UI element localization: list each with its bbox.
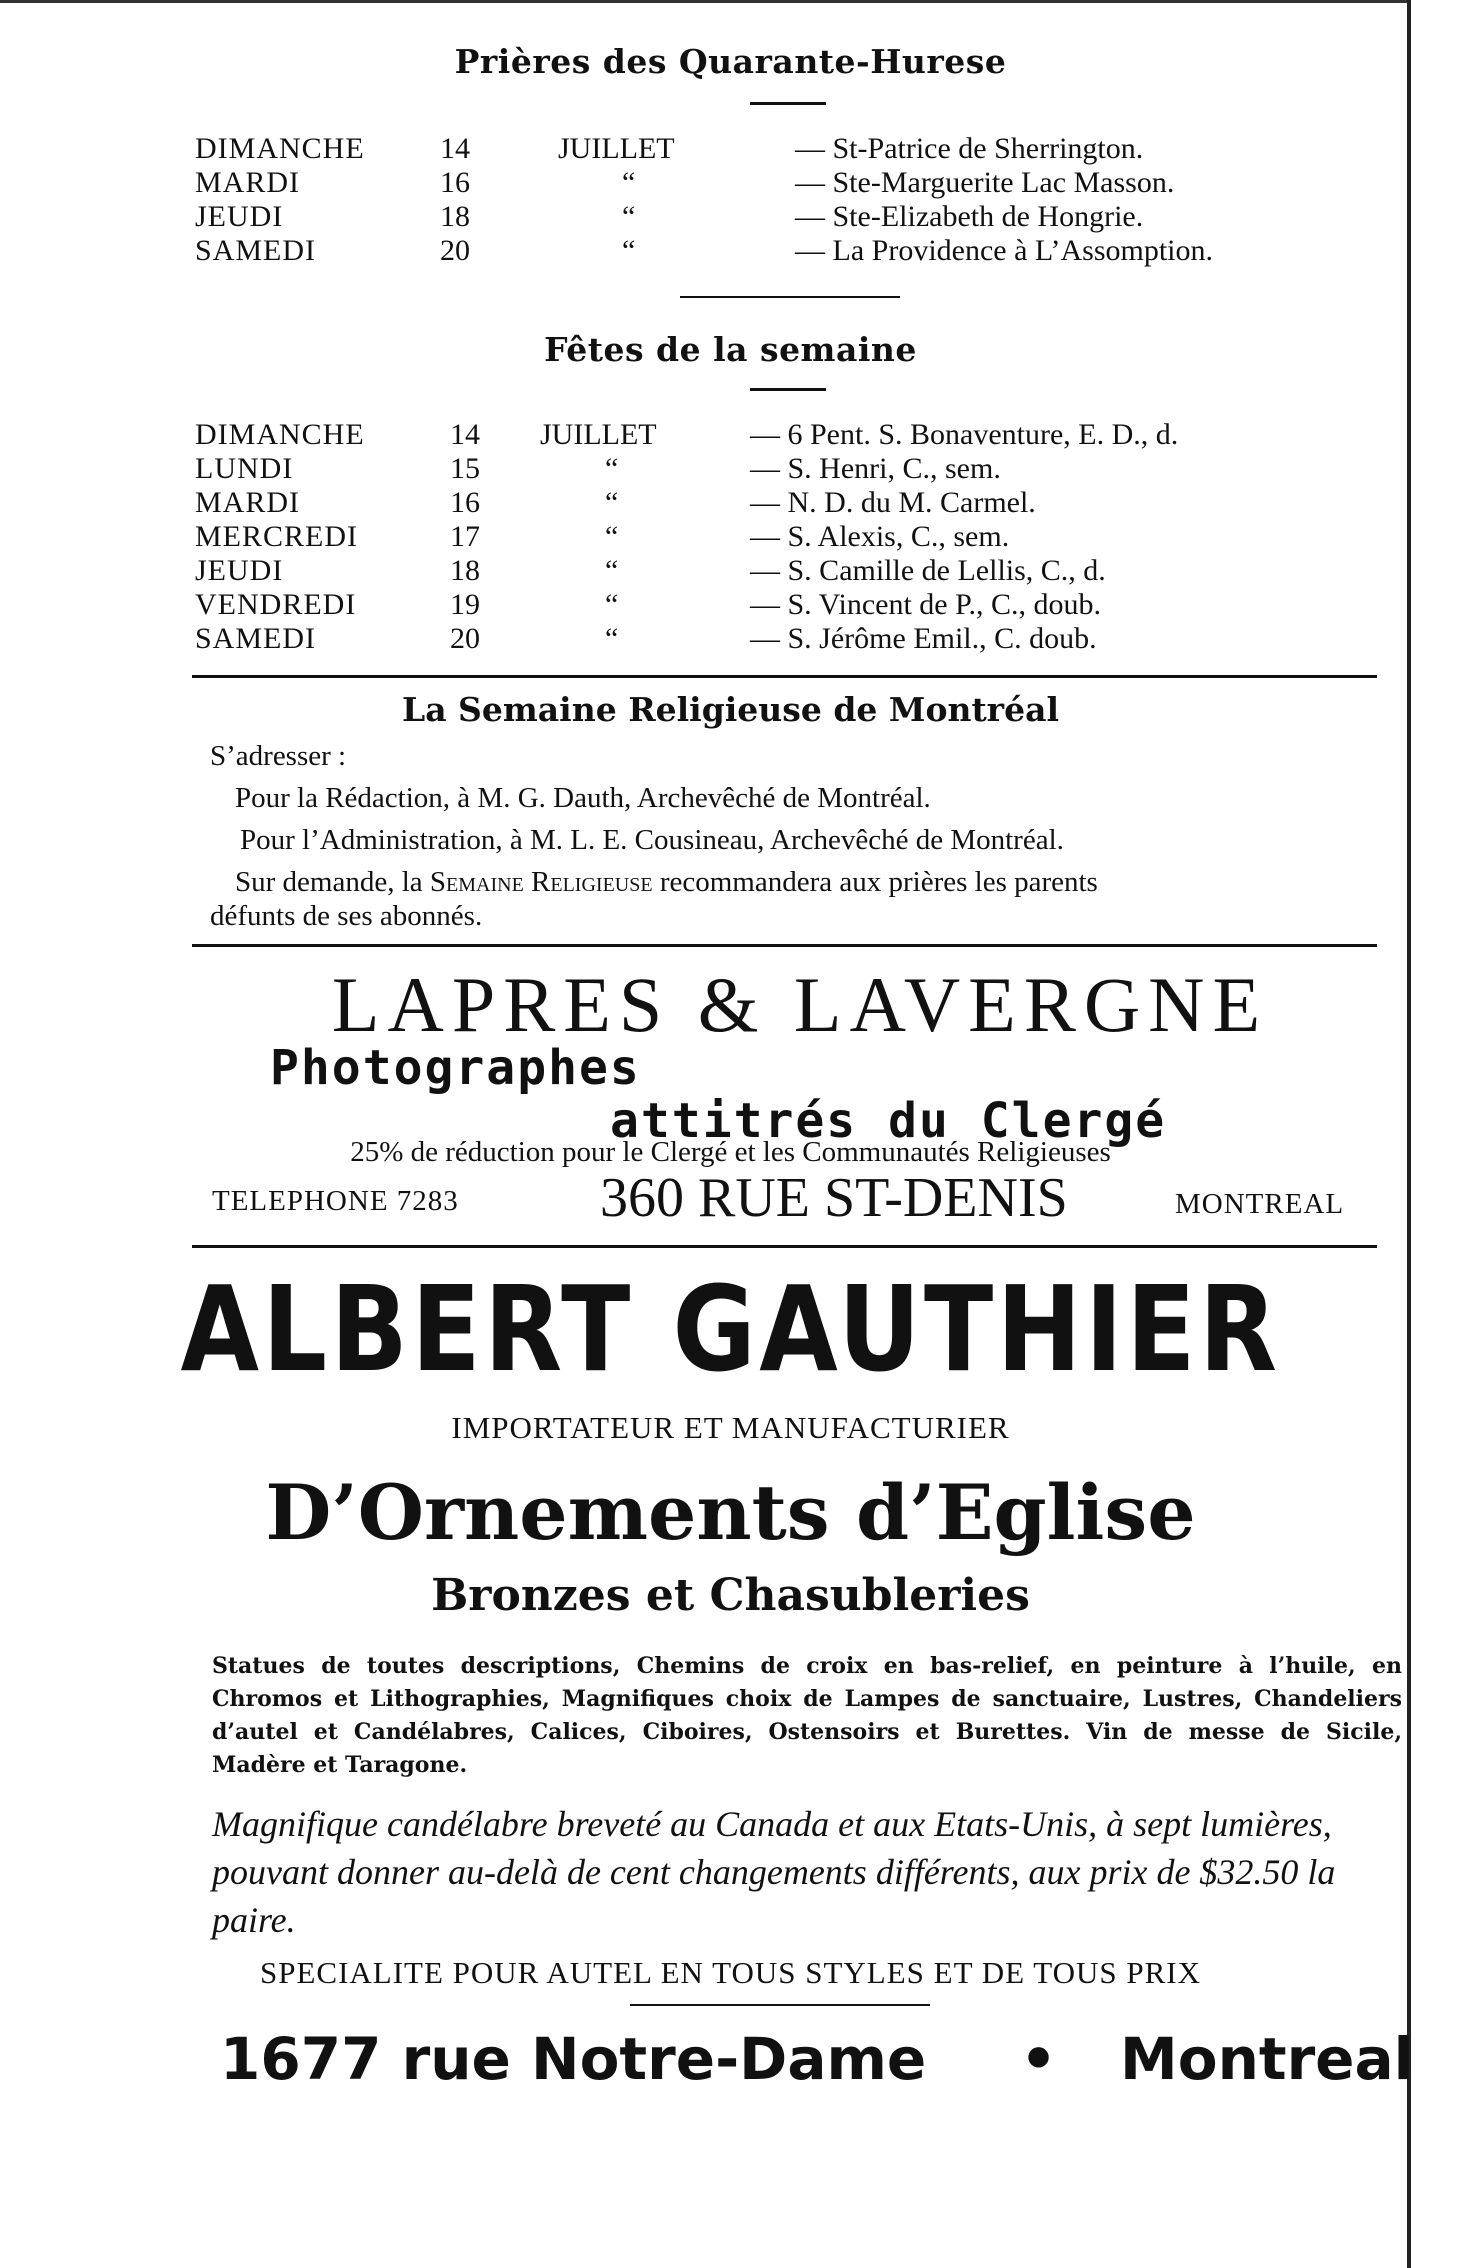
parish-entry: — St-Patrice de Sherrington. [795, 132, 1144, 165]
ditto-mark: “ [605, 520, 619, 553]
schedule-row [0, 418, 1461, 452]
lapres-discount: 25% de réduction pour le Clergé et les Communautés Religieuses [350, 1136, 1111, 1168]
day-name: DIMANCHE [195, 132, 365, 165]
day-name: DIMANCHE [195, 418, 365, 451]
demand-text: Sur demande, la [235, 866, 423, 898]
schedule-row [0, 132, 1461, 166]
day-date: 19 [450, 588, 480, 621]
prayers-title: Prières des Quarante-Hurese [454, 42, 1007, 81]
day-date: 18 [450, 554, 480, 587]
top-border-rule [0, 0, 1410, 3]
day-date: 16 [450, 486, 480, 519]
day-name: VENDREDI [195, 588, 357, 621]
day-name: MARDI [195, 166, 301, 199]
divider [680, 296, 900, 298]
day-name: JEUDI [195, 200, 284, 233]
feasts-title: Fêtes de la semaine [544, 330, 917, 369]
divider [750, 102, 826, 105]
gauthier-bronzes: Bronzes et Chasubleries [431, 1570, 1030, 1621]
feast-entry: — S. Vincent de P., C., doub. [750, 588, 1101, 621]
schedule-row [0, 622, 1461, 656]
street-address: 1677 rue Notre-Dame [220, 2025, 927, 2093]
feast-entry: — S. Henri, C., sem. [750, 452, 1001, 485]
demand-line [235, 866, 1098, 899]
month: JUILLET [540, 418, 657, 451]
lapres-name: LAPRES & LAVERGNE [331, 961, 1269, 1048]
ditto-mark: “ [605, 588, 619, 621]
day-name: SAMEDI [195, 234, 317, 267]
ditto-mark: “ [605, 452, 619, 485]
lapres-city: MONTREAL [1175, 1188, 1345, 1220]
administration-line: Pour l’Administration, à M. L. E. Cousineau, Archevêché de Montréal. [240, 824, 1064, 856]
demand-line-2: défunts de ses abonnés. [210, 900, 483, 932]
parish-entry: — Ste-Elizabeth de Hongrie. [795, 200, 1144, 233]
gauthier-subtitle: IMPORTATEUR ET MANUFACTURIER [451, 1410, 1010, 1445]
gauthier-candelabra-text: Magnifique candélabre breveté au Canada et aux Etats-Unis, à sept lumières, pouvant donner au-delà de cent changements différents, aux prix de $32.50 la paire. [212, 1804, 1336, 1940]
feast-entry: — S. Alexis, C., sem. [750, 520, 1010, 553]
schedule-row [0, 234, 1461, 268]
schedule-row [0, 554, 1461, 588]
ditto-mark: “ [605, 622, 619, 655]
lapres-telephone: TELEPHONE 7283 [212, 1185, 459, 1217]
gauthier-specialty: SPECIALITE POUR AUTEL EN TOUS STYLES ET DE TOUS PRIX [259, 1955, 1202, 1990]
ditto-mark: “ [605, 554, 619, 587]
city-name: Montreal [1120, 2025, 1414, 2093]
ditto-mark: “ [622, 234, 636, 267]
schedule-row [0, 520, 1461, 554]
schedule-row [0, 486, 1461, 520]
day-date: 17 [450, 520, 480, 553]
feast-entry: — S. Jérôme Emil., C. doub. [750, 622, 1097, 655]
day-name: JEUDI [195, 554, 284, 587]
day-date: 14 [450, 418, 480, 451]
semaine-religieuse-title: La Semaine Religieuse de Montréal [401, 690, 1059, 729]
day-name: SAMEDI [195, 622, 317, 655]
separator-dot: • [1020, 2025, 1058, 2093]
day-date: 14 [440, 132, 470, 165]
schedule-row [0, 588, 1461, 622]
gauthier-description: Statues de toutes descriptions, Chemins de croix en bas-relief, en peinture à l’huile, en Chromos et Lithographies, Magnifiques choix de Lampes de sanctuaire, Lustres, Chandeliers d’autel et Candélabres, Calices, Ciboires, Ostensoirs et Burettes. Vin de messe de Sicile, Madère et Taragone. [212, 1653, 1402, 1778]
month: JUILLET [558, 132, 675, 165]
day-name: LUNDI [195, 452, 294, 485]
parish-entry: — Ste-Marguerite Lac Masson. [795, 166, 1175, 199]
address-label: S’adresser : [210, 740, 347, 772]
gauthier-ornaments: D’Ornements d’Eglise [265, 1468, 1196, 1557]
ditto-mark: “ [622, 166, 636, 199]
divider [630, 2004, 930, 2006]
feast-entry: — 6 Pent. S. Bonaventure, E. D., d. [750, 418, 1179, 451]
publication-name: Semaine Religieuse [429, 866, 653, 898]
ditto-mark: “ [605, 486, 619, 519]
feast-entry: — N. D. du M. Carmel. [750, 486, 1036, 519]
day-date: 20 [450, 622, 480, 655]
day-date: 18 [440, 200, 470, 233]
lapres-photographes: Photographes [270, 1040, 641, 1096]
schedule-row [0, 452, 1461, 486]
lapres-attitres: attitrés du Clergé [610, 1093, 1167, 1149]
section-divider [192, 1245, 1377, 1248]
feast-entry: — S. Camille de Lellis, C., d. [750, 554, 1106, 587]
schedule-row [0, 200, 1461, 234]
parish-entry: — La Providence à L’Assomption. [795, 234, 1213, 267]
divider [750, 388, 826, 391]
section-divider [192, 675, 1377, 678]
day-date: 16 [440, 166, 470, 199]
demand-text: recommandera aux prières les parents [659, 866, 1098, 898]
lapres-address: 360 RUE ST-DENIS [600, 1167, 1068, 1229]
day-date: 15 [450, 452, 480, 485]
section-divider [192, 944, 1377, 947]
schedule-row [0, 166, 1461, 200]
redaction-line: Pour la Rédaction, à M. G. Dauth, Archevêché de Montréal. [235, 782, 931, 814]
day-date: 20 [440, 234, 470, 267]
gauthier-name: ALBERT GAUTHIER [180, 1260, 1281, 1398]
day-name: MERCREDI [195, 520, 359, 553]
ditto-mark: “ [622, 200, 636, 233]
day-name: MARDI [195, 486, 301, 519]
